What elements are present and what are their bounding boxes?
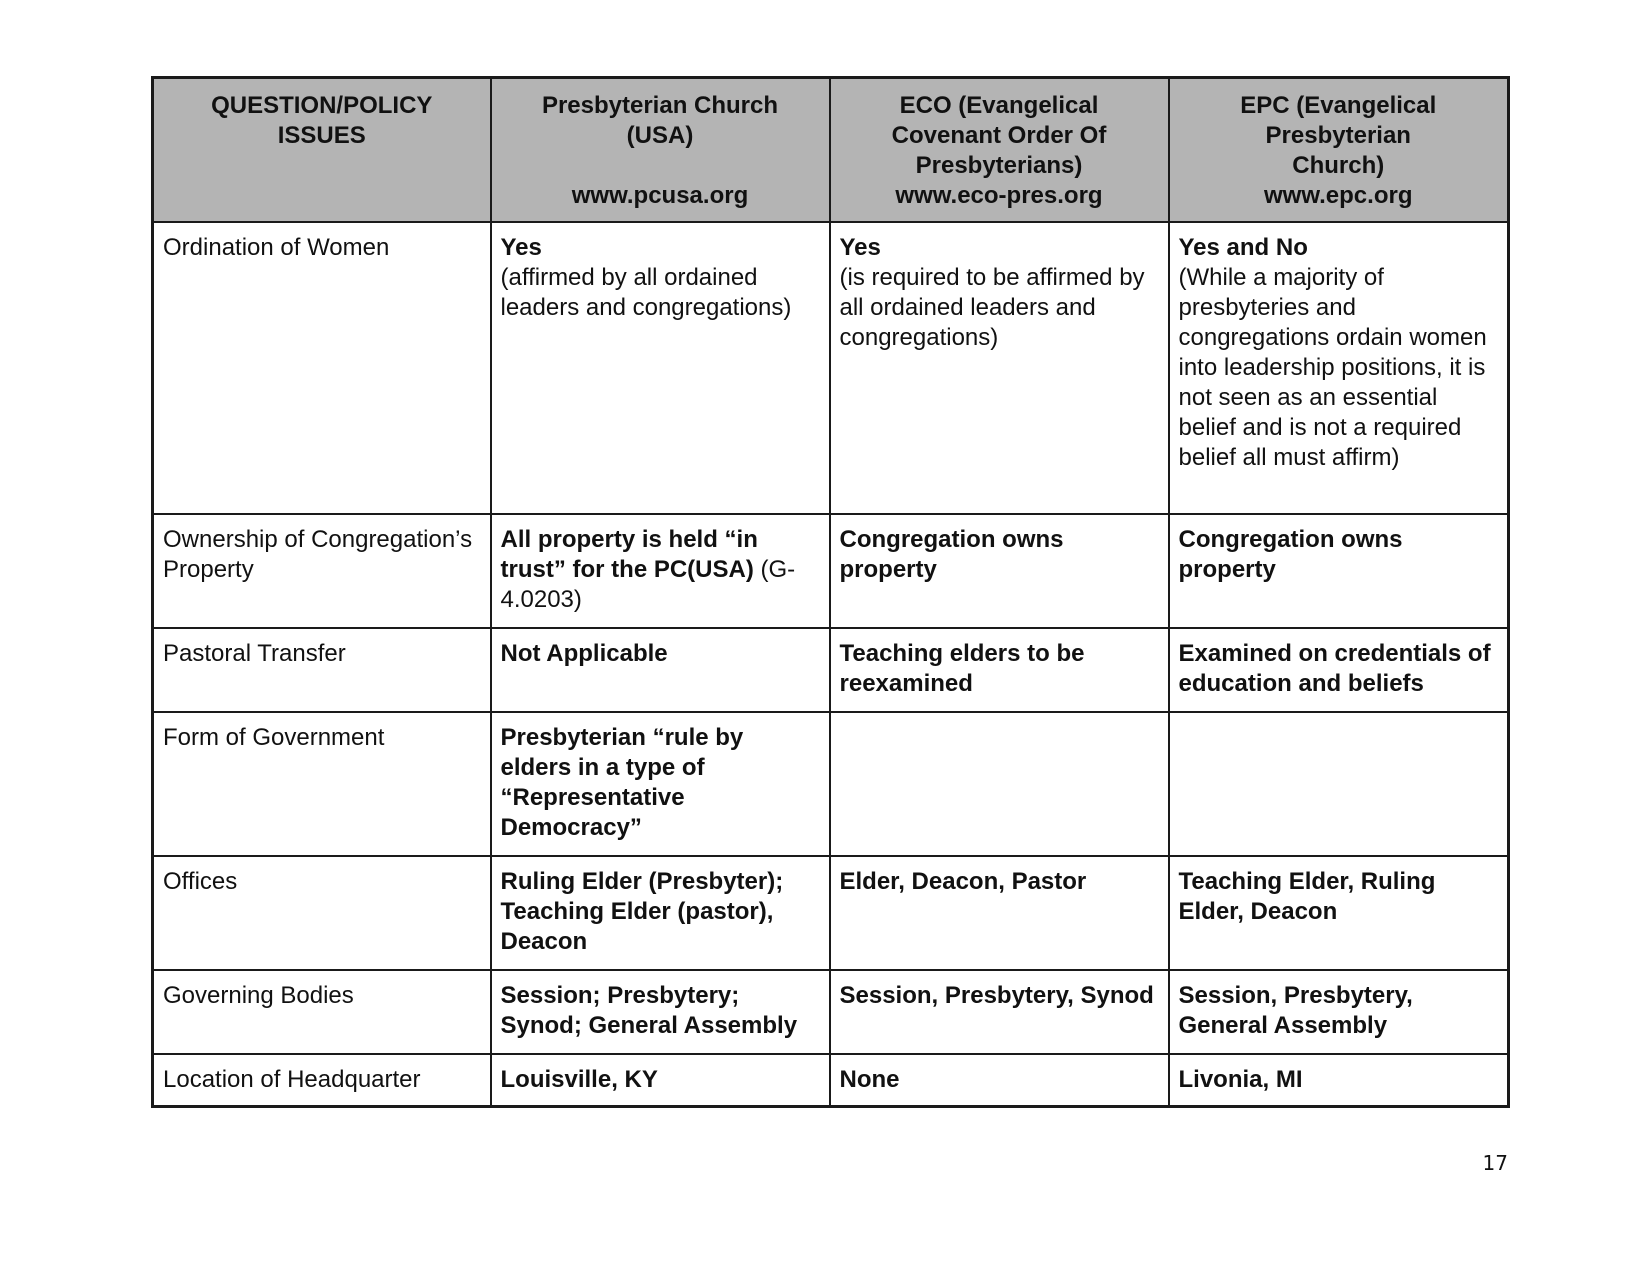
epc-cell: Teaching Elder, Ruling Elder, Deacon [1169,856,1509,970]
issue-cell: Ownership of Congregation’s Property [153,514,491,628]
header-question-policy [153,78,491,223]
epc-answer: Yes and No [1178,234,1308,261]
pcusa-cell: Session; Presbytery; Synod; General Assembly [491,970,830,1054]
header-text: ECO (Evangelical [899,92,1099,119]
row-ordination-of-women [153,222,1509,514]
pcusa-note: (affirmed by all ordained leaders and congregations) [500,264,792,321]
header-url-epc: www.epc.org [1264,182,1413,209]
page-number: 17 [1482,1151,1508,1175]
eco-cell: None [830,1054,1169,1107]
header-text: Presbyterian [1265,122,1411,149]
epc-cell: Session, Presbytery, General Assembly [1169,970,1509,1054]
pcusa-cell [491,514,830,628]
issue-cell: Pastoral Transfer [153,628,491,712]
eco-cell: Session, Presbytery, Synod [830,970,1169,1054]
header-epc [1169,78,1509,223]
eco-cell [830,712,1169,856]
header-text: QUESTION/POLICY [211,92,433,119]
header-pcusa [491,78,830,223]
row-form-of-government [153,712,1509,856]
row-governing-bodies [153,970,1509,1054]
eco-cell: Congregation owns property [830,514,1169,628]
epc-cell [1169,222,1509,514]
pcusa-cell: Presbyterian “rule by elders in a type of “Representative Democracy” [491,712,830,856]
header-text: (USA) [626,122,694,149]
epc-cell [1169,712,1509,856]
header-text: ISSUES [277,122,366,149]
issue-cell: Ordination of Women [153,222,491,514]
issue-cell: Governing Bodies [153,970,491,1054]
row-pastoral-transfer [153,628,1509,712]
header-url-eco: www.eco-pres.org [895,182,1103,209]
header-text: EPC (Evangelical [1240,92,1437,119]
header-text: Church) [1292,152,1385,179]
issue-cell: Location of Headquarter [153,1054,491,1107]
comparison-table [151,76,1510,1108]
pcusa-cell: Louisville, KY [491,1054,830,1107]
row-property-ownership [153,514,1509,628]
pcusa-cell [491,222,830,514]
pcusa-answer: All property is held “in trust” for the PC(USA) [500,526,758,583]
eco-cell: Elder, Deacon, Pastor [830,856,1169,970]
eco-note: (is required to be affirmed by all ordained leaders and congregations) [839,264,1145,351]
header-row [153,78,1509,223]
issue-cell: Offices [153,856,491,970]
eco-cell [830,222,1169,514]
row-offices [153,856,1509,970]
pcusa-cell: Ruling Elder (Presbyter); Teaching Elder (pastor), Deacon [491,856,830,970]
header-text: Presbyterian Church [541,92,779,119]
epc-cell: Livonia, MI [1169,1054,1509,1107]
issue-cell: Form of Government [153,712,491,856]
pcusa-answer: Yes [500,234,542,261]
header-url-pcusa: www.pcusa.org [571,182,749,209]
header-text: Covenant Order Of [891,122,1107,149]
eco-cell: Teaching elders to be reexamined [830,628,1169,712]
pcusa-note: (G-4.0203) [500,556,796,613]
epc-note: (While a majority of presbyteries and congregations ordain women into leadership positions, it is not seen as an essential belief and is not a required belief all must affirm) [1178,264,1487,471]
pcusa-cell: Not Applicable [491,628,830,712]
eco-answer: Yes [839,234,881,261]
header-eco [830,78,1169,223]
epc-cell: Congregation owns property [1169,514,1509,628]
header-text: Presbyterians) [915,152,1083,179]
epc-cell: Examined on credentials of education and beliefs [1169,628,1509,712]
row-headquarters [153,1054,1509,1107]
